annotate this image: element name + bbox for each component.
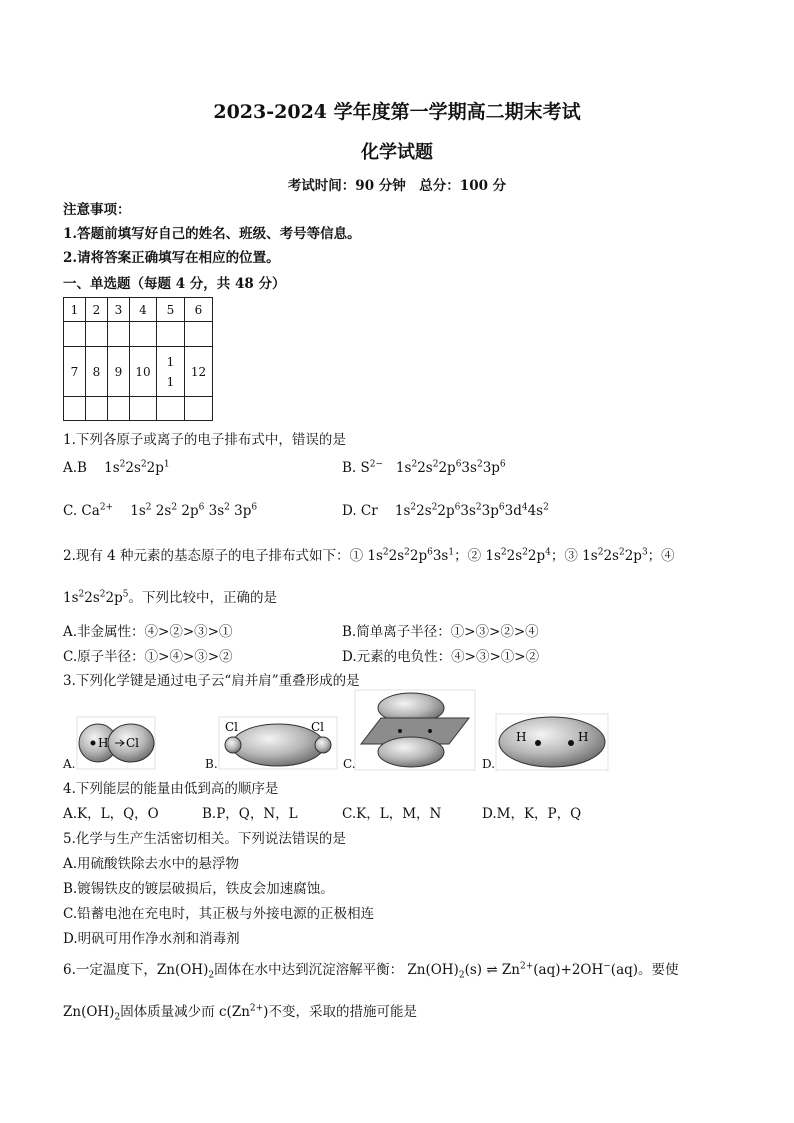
cl-right-lobe [315,737,331,753]
exam-info: 考试时间：90 分钟 总分：100 分 [287,178,507,194]
table-cell: 1 [64,298,86,322]
answer-cell[interactable] [130,397,157,421]
table-cell: 8 [86,347,108,397]
table-cell: 7 [64,347,86,397]
q1-option-c: C. $Ca^{2+}$ $1s^2$ $2s^2$ $2p^6$ $3s^2$ $3p^6$ [63,502,258,519]
exam-title: 2023-2024 学年度第一学期高二期末考试 [213,101,581,123]
answer-cell[interactable] [157,397,185,421]
answer-cell[interactable] [185,397,213,421]
table-cell: 5 [157,298,185,322]
cl-left-label: Cl [225,720,239,734]
answer-table [63,297,213,421]
table-cell: 4 [130,298,157,322]
section-heading: 一、单选题（每题 4 分，共 48 分） [63,276,286,292]
q6-stem-line2: $Zn(OH)_2$固体质量减少而 $c(Zn^{2+})$不变，采取的措施可能是 [63,1003,417,1023]
q5-option-c: C.铅蓄电池在充电时，其正极与外接电源的正极相连 [63,906,375,922]
q5-option-b: B.镀锡铁皮的镀层破损后，铁皮会加速腐蚀。 [63,881,334,897]
answer-cell[interactable] [64,322,86,347]
h-left-label: H [516,730,527,744]
q3-option-a-diagram [63,712,158,772]
q1-option-a: A.B $1s^22s^22p^1$ [63,459,170,476]
table-cell: 10 [130,347,157,397]
q3-label-b: B. [205,757,218,771]
q3-label-d: D. [482,757,496,771]
h-right-label: H [578,730,589,744]
table-cell: 6 [185,298,213,322]
q1-stem: 1.下列各原子或离子的电子排布式中，错误的是 [63,432,346,448]
q5-stem: 5.化学与生产生活密切相关。下列说法错误的是 [63,831,346,847]
h2-orbital [499,717,605,767]
cl-left-lobe [225,737,241,753]
q3-option-b-diagram [205,712,340,772]
q2-option-b: B.简单离子半径：①>③>②>④ [342,624,539,640]
table-cell: 2 [86,298,108,322]
q6-stem-line1: 6.一定温度下，$Zn(OH)_2$固体在水中达到沉淀溶解平衡： $Zn(OH)_2(s)$ ⇌ $Zn^{2+}(aq)+2OH^-(aq)$。要使 [63,961,679,981]
answer-cell[interactable] [157,322,185,347]
q2-stem-line2: $1s^22s^22p^5$。下列比较中，正确的是 [63,589,277,606]
answer-cell[interactable] [130,322,157,347]
answer-cell[interactable] [108,397,130,421]
q3-label-c: C. [343,757,356,771]
note-item-2: 2.请将答案正确填写在相应的位置。 [63,250,280,266]
q3-stem: 3.下列化学键是通过电子云“肩并肩”重叠形成的是 [63,673,360,689]
q4-option-a: A.K，L，Q，O [63,806,159,822]
q3-option-d-diagram [482,712,612,772]
cl-label: Cl [126,736,140,750]
q1-option-d: D. Cr $1s^22s^22p^63s^23p^63d^44s^2$ [342,502,549,519]
q5-option-a: A.用硫酸铁除去水中的悬浮物 [63,856,240,872]
answer-cell[interactable] [185,322,213,347]
q5-option-d: D.明矾可用作净水剂和消毒剂 [63,931,240,947]
answer-cell[interactable] [86,322,108,347]
q3-option-c-diagram [343,688,478,772]
q1-option-b: B. $S^{2-}$ $1s^22s^22p^63s^23p^6$ [342,459,506,476]
table-cell: 1 1 [157,347,185,397]
answer-cell[interactable] [86,397,108,421]
table-cell: 9 [108,347,130,397]
answer-cell[interactable] [108,322,130,347]
q3-label-a: A. [63,757,76,771]
q4-option-d: D.M，K，P，Q [482,806,582,822]
q4-option-b: B.P，Q，N，L [202,806,298,822]
q2-option-d: D.元素的电负性：④>③>①>② [342,649,540,665]
q2-option-c: C.原子半径：①>④>③>② [63,649,233,665]
q4-option-c: C.K，L，M，N [342,806,442,822]
h-label: H [98,736,109,750]
note-item-1: 1.答题前填写好自己的姓名、班级、考号等信息。 [63,226,361,242]
lower-pi-lobe [378,737,444,767]
q2-option-a: A.非金属性：④>②>③>① [63,624,233,640]
table-cell: 12 [185,347,213,397]
subject-title: 化学试题 [361,142,433,163]
cl-right-label: Cl [311,720,325,734]
table-cell: 3 [108,298,130,322]
q4-stem: 4.下列能层的能量由低到高的顺序是 [63,781,279,797]
notes-heading: 注意事项： [63,202,131,218]
answer-cell[interactable] [64,397,86,421]
q2-stem-line1: 2.现有 4 种元素的基态原子的电子排布式如下：① $1s^22s^22p^63s^1$；② $1s^22s^22p^4$；③ $1s^22s^22p^3$；④ [63,547,675,564]
